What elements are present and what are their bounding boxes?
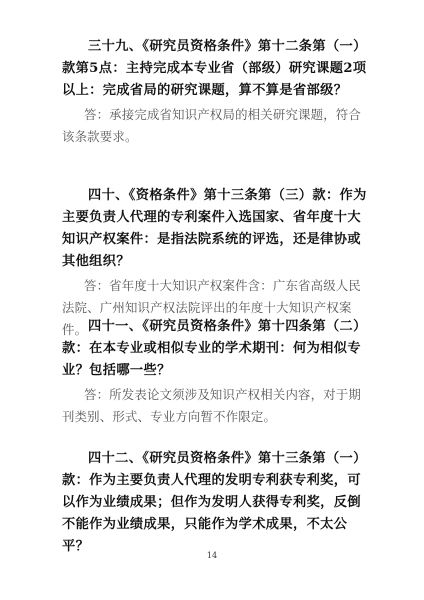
question-text: 四十、《资格条件》第十三条第（三）款：作为主要负责人代理的专利案件入选国家、省年度十大知识产权案件：是指法院系统的评选，还是律协或其他组织？ — [62, 188, 367, 269]
page-number: 14 — [206, 551, 218, 560]
qa-item-41 — [62, 316, 368, 428]
qa-item-39 — [62, 36, 368, 148]
question-text: 三十九、《研究员资格条件》第十二条第（一）款第5点：主持完成本专业省（部级）研究课题2项以上：完成省局的研究课题，算不算是省部级？ — [62, 39, 367, 98]
question-text: 四十二、《研究员资格条件》第十三条第（一）款：作为主要负责人代理的发明专利获专利奖，可以作为业绩成果；但作为发明人获得专利奖，反倒不能作为业绩成果，只能作为学术成果，不太公平？ — [62, 451, 367, 554]
qa-item-42 — [62, 448, 368, 558]
question-text: 四十一、《研究员资格条件》第十四条第（二）款：在本专业或相似专业的学术期刊：何为相似专业？包括哪一些？ — [62, 319, 367, 378]
answer-text: 答：所发表论文须涉及知识产权相关内容，对于期刊类别、形式、专业方向暂不作限定。 — [62, 387, 361, 424]
answer-text: 答：承接完成省知识产权局的相关研究课题，符合该条款要求。 — [62, 107, 361, 144]
answer-text: 答：省年度十大知识产权案件含：广东省高级人民法院、广州知识产权法院评出的年度十大知识产权案件。 — [62, 278, 361, 337]
